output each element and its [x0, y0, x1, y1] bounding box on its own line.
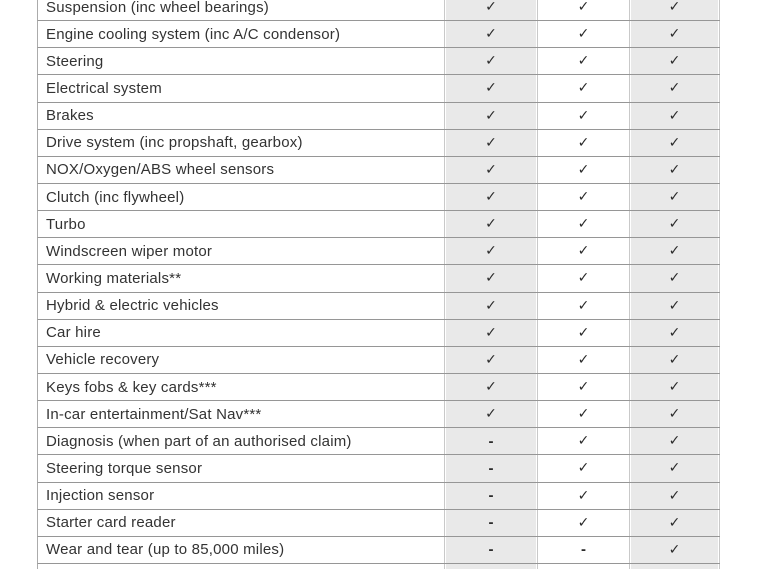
- value-cell: [444, 265, 537, 291]
- table-row: [37, 347, 720, 374]
- row-label: Steering: [46, 52, 104, 70]
- value-cell: [537, 537, 629, 563]
- check-icon: ✓: [577, 433, 590, 450]
- row-label: Clutch (inc flywheel): [46, 188, 185, 206]
- value-cell: [537, 130, 629, 156]
- check-icon: ✓: [577, 216, 590, 233]
- value-cell: [629, 564, 720, 569]
- check-icon: ✓: [577, 379, 590, 396]
- check-icon: ✓: [668, 487, 681, 504]
- check-icon: ✓: [577, 134, 590, 151]
- check-icon: ✓: [577, 460, 590, 477]
- dash-icon: -: [488, 541, 494, 559]
- value-cell: [444, 0, 537, 20]
- value-cell: [444, 374, 537, 400]
- check-icon: ✓: [485, 324, 497, 341]
- check-icon: ✓: [668, 297, 681, 314]
- value-cell: [629, 265, 720, 291]
- value-cell: [537, 483, 629, 509]
- value-cell: [444, 455, 537, 481]
- check-icon: ✓: [668, 460, 681, 477]
- row-label: Keys fobs & key cards***: [46, 378, 217, 396]
- check-icon: ✓: [668, 541, 681, 558]
- check-icon: ✓: [668, 53, 681, 70]
- value-cell: [629, 293, 720, 319]
- value-cell: [444, 75, 537, 101]
- dash-icon: -: [488, 487, 494, 505]
- table-row-partial: [37, 564, 720, 569]
- value-cell: [537, 157, 629, 183]
- check-icon: ✓: [668, 324, 681, 341]
- value-cell: [537, 211, 629, 237]
- value-cell: [444, 103, 537, 129]
- check-icon: ✓: [668, 134, 681, 151]
- value-cell: [629, 238, 720, 264]
- value-cell: [629, 48, 720, 74]
- check-icon: ✓: [485, 161, 497, 178]
- check-icon: ✓: [577, 514, 590, 531]
- value-cell: [537, 401, 629, 427]
- check-icon: ✓: [668, 351, 681, 368]
- value-cell: [629, 347, 720, 373]
- value-cell: [629, 483, 720, 509]
- value-cell: [444, 21, 537, 47]
- check-icon: ✓: [668, 161, 681, 178]
- value-cell: [537, 48, 629, 74]
- value-cell: [629, 320, 720, 346]
- check-icon: ✓: [485, 80, 497, 97]
- table-row: [37, 455, 720, 482]
- check-icon: ✓: [577, 0, 590, 16]
- value-cell: [537, 184, 629, 210]
- value-cell: [444, 238, 537, 264]
- value-cell: [629, 184, 720, 210]
- value-cell: [537, 510, 629, 536]
- value-cell: [537, 238, 629, 264]
- table-row: [37, 157, 720, 184]
- value-cell: [444, 401, 537, 427]
- check-icon: ✓: [485, 134, 497, 151]
- coverage-comparison-table: [37, 0, 720, 569]
- row-label: Engine cooling system (inc A/C condensor): [46, 25, 341, 43]
- value-cell: [444, 184, 537, 210]
- check-icon: ✓: [485, 189, 497, 206]
- table-row: [37, 48, 720, 75]
- row-label: Steering torque sensor: [46, 459, 203, 477]
- value-cell: [537, 374, 629, 400]
- check-icon: ✓: [577, 406, 590, 423]
- table-row: [37, 238, 720, 265]
- check-icon: ✓: [577, 161, 590, 178]
- value-cell: [444, 320, 537, 346]
- check-icon: ✓: [485, 107, 497, 124]
- value-cell: [537, 320, 629, 346]
- value-cell: [629, 103, 720, 129]
- check-icon: ✓: [577, 297, 590, 314]
- check-icon: ✓: [577, 487, 590, 504]
- table-row: [37, 510, 720, 537]
- value-cell: [537, 103, 629, 129]
- check-icon: ✓: [668, 406, 681, 423]
- value-cell: [444, 347, 537, 373]
- value-cell: [537, 293, 629, 319]
- check-icon: ✓: [668, 107, 681, 124]
- value-cell: [537, 347, 629, 373]
- row-label: [38, 564, 444, 569]
- check-icon: ✓: [668, 26, 681, 43]
- check-icon: ✓: [668, 80, 681, 97]
- value-cell: [537, 564, 629, 569]
- check-icon: ✓: [668, 216, 681, 233]
- check-icon: ✓: [485, 351, 497, 368]
- row-label: Starter card reader: [46, 514, 176, 532]
- value-cell: [537, 21, 629, 47]
- check-icon: ✓: [485, 406, 497, 423]
- check-icon: ✓: [577, 270, 590, 287]
- check-icon: ✓: [668, 270, 681, 287]
- table-row: [37, 537, 720, 564]
- check-icon: ✓: [668, 379, 681, 396]
- row-label: Windscreen wiper motor: [46, 242, 213, 260]
- check-icon: ✓: [485, 216, 497, 233]
- check-icon: ✓: [577, 243, 590, 260]
- table-row: [37, 293, 720, 320]
- check-icon: ✓: [485, 0, 497, 16]
- table-row: [37, 483, 720, 510]
- table-row: [37, 401, 720, 428]
- dash-icon: -: [488, 432, 494, 450]
- dash-icon: -: [488, 514, 494, 532]
- table-row: [37, 103, 720, 130]
- check-icon: ✓: [485, 26, 497, 43]
- row-label: NOX/Oxygen/ABS wheel sensors: [46, 161, 275, 179]
- value-cell: [629, 130, 720, 156]
- value-cell: [629, 157, 720, 183]
- table-row: [37, 374, 720, 401]
- check-icon: ✓: [577, 80, 590, 97]
- check-icon: ✓: [577, 324, 590, 341]
- value-cell: [629, 428, 720, 454]
- value-cell: [629, 374, 720, 400]
- table-row: [37, 130, 720, 157]
- value-cell: [537, 75, 629, 101]
- row-label: Diagnosis (when part of an authorised claim): [46, 432, 352, 450]
- value-cell: [537, 428, 629, 454]
- check-icon: ✓: [485, 243, 497, 260]
- check-icon: ✓: [485, 270, 497, 287]
- value-cell: [537, 455, 629, 481]
- value-cell: [537, 265, 629, 291]
- row-label: Working materials**: [46, 269, 182, 287]
- check-icon: ✓: [668, 0, 681, 16]
- check-icon: ✓: [485, 297, 497, 314]
- dash-icon: -: [488, 459, 494, 477]
- value-cell: [629, 537, 720, 563]
- table-row: [37, 428, 720, 455]
- value-cell: [629, 21, 720, 47]
- row-label: Hybrid & electric vehicles: [46, 297, 219, 315]
- check-icon: ✓: [668, 514, 681, 531]
- value-cell: [444, 564, 537, 569]
- value-cell: [629, 510, 720, 536]
- row-label: Vehicle recovery: [46, 351, 160, 369]
- row-label: Suspension (inc wheel bearings): [46, 0, 269, 16]
- row-label: Brakes: [46, 107, 94, 125]
- dash-icon: -: [581, 541, 586, 559]
- row-label: Injection sensor: [46, 487, 155, 505]
- check-icon: ✓: [577, 189, 590, 206]
- value-cell: [444, 293, 537, 319]
- value-cell: [444, 537, 537, 563]
- value-cell: [537, 0, 629, 20]
- row-label: Wear and tear (up to 85,000 miles): [46, 541, 285, 559]
- value-cell: [629, 0, 720, 20]
- check-icon: ✓: [577, 53, 590, 70]
- value-cell: [629, 401, 720, 427]
- check-icon: ✓: [485, 379, 497, 396]
- row-label: Electrical system: [46, 79, 162, 97]
- row-label: Turbo: [46, 215, 86, 233]
- check-icon: ✓: [668, 433, 681, 450]
- value-cell: [444, 157, 537, 183]
- row-label: In-car entertainment/Sat Nav***: [46, 405, 262, 423]
- check-icon: ✓: [577, 26, 590, 43]
- row-label: Drive system (inc propshaft, gearbox): [46, 134, 303, 152]
- check-icon: ✓: [668, 189, 681, 206]
- table-row: [37, 75, 720, 102]
- value-cell: [629, 455, 720, 481]
- row-label: Car hire: [46, 324, 101, 342]
- table-row: [37, 265, 720, 292]
- check-icon: ✓: [485, 53, 497, 70]
- table-row: [37, 184, 720, 211]
- check-icon: ✓: [577, 107, 590, 124]
- table-row: [37, 320, 720, 347]
- value-cell: [444, 130, 537, 156]
- check-icon: ✓: [577, 351, 590, 368]
- value-cell: [444, 428, 537, 454]
- value-cell: [444, 483, 537, 509]
- table-row: [37, 211, 720, 238]
- value-cell: [444, 510, 537, 536]
- value-cell: [629, 211, 720, 237]
- value-cell: [444, 211, 537, 237]
- table-row: [37, 21, 720, 48]
- value-cell: [444, 48, 537, 74]
- table-row: [37, 0, 720, 21]
- value-cell: [629, 75, 720, 101]
- check-icon: ✓: [668, 243, 681, 260]
